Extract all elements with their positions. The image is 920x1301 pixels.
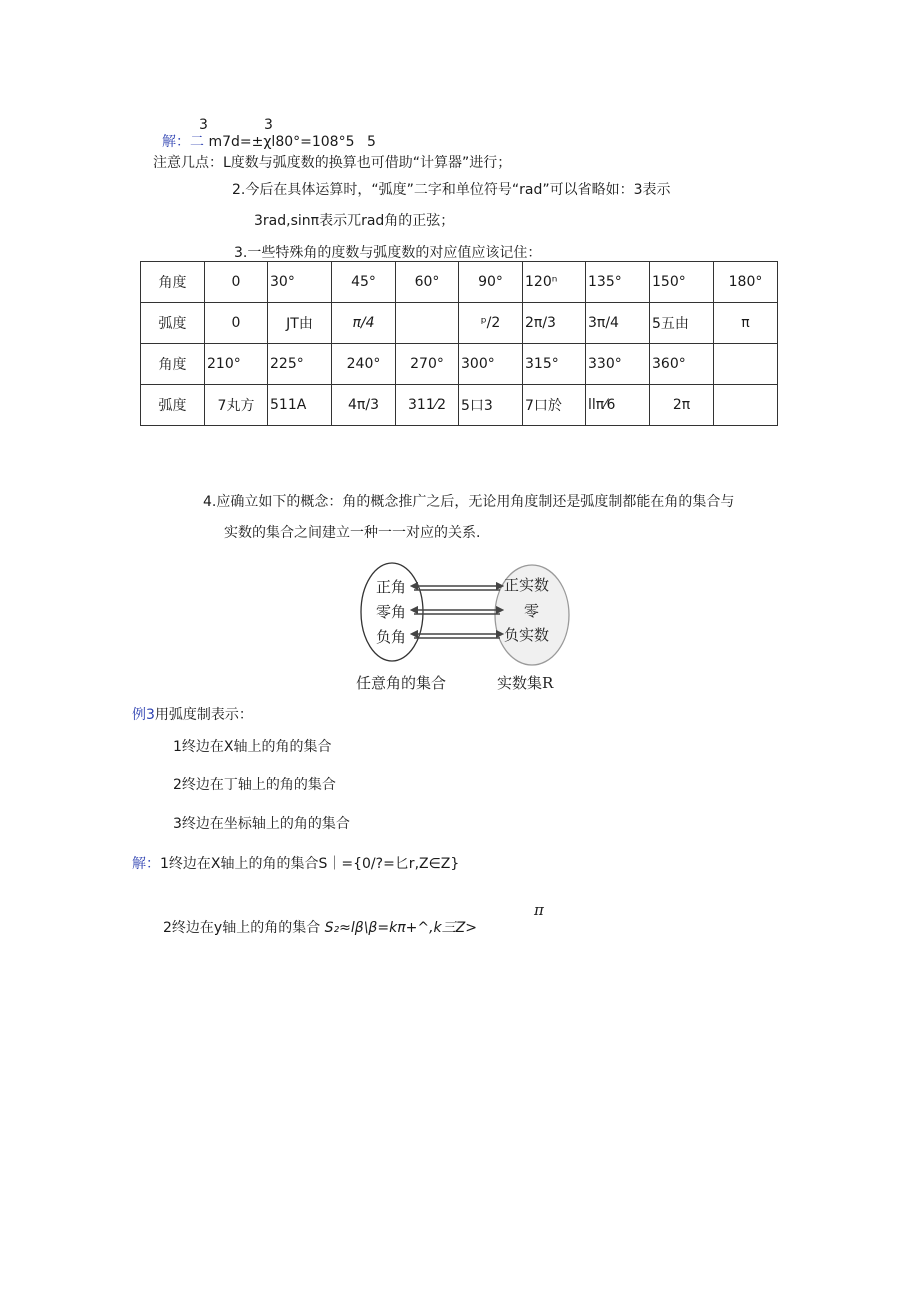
example-title: 用弧度制表示：: [154, 707, 253, 723]
right-item-positive: 正实数: [504, 576, 550, 594]
table-cell: 2π/3: [523, 303, 586, 344]
notes-heading: 注意几点：L度数与弧度数的换算也可借助“计算器”进行；: [153, 155, 512, 171]
table-cell: 311⁄2: [396, 385, 459, 426]
table-cell: 45°: [332, 262, 396, 303]
table-cell: 150°: [650, 262, 714, 303]
left-item-negative: 负角: [376, 628, 407, 646]
concept-line-2: 实数的集合之间建立一种一一对应的关系.: [224, 525, 481, 541]
fraction-numerator-1: 3: [199, 117, 208, 133]
solution-prefix: 二: [190, 134, 204, 150]
table-cell: JT由: [268, 303, 332, 344]
table-cell: 2π: [650, 385, 714, 426]
angle-radian-table: [140, 261, 778, 426]
table-cell: 0: [205, 303, 268, 344]
solution-tail: 5: [366, 134, 376, 150]
table-row: [141, 344, 778, 385]
table-cell: 角度: [141, 262, 205, 303]
table-cell: 角度: [141, 344, 205, 385]
table-cell: 4π/3: [332, 385, 396, 426]
table-cell: π/4: [332, 303, 396, 344]
example-label: 例3: [132, 707, 155, 723]
table-cell: 270°: [396, 344, 459, 385]
table-cell: 240°: [332, 344, 396, 385]
notes-item-2-line-1: 2.今后在具体运算时，“弧度”二字和单位符号“rad”可以省略如：3表示: [232, 182, 671, 198]
table-cell: 5口3: [459, 385, 523, 426]
example-item: 3终边在坐标轴上的角的集合: [173, 816, 350, 832]
left-caption: 任意角的集合: [356, 674, 447, 692]
table-cell: [714, 385, 778, 426]
solution-3-line-2: [163, 919, 477, 937]
solution-3-line-2-math: S₂≈lβ\β=kπ+^,k三Z>: [324, 920, 477, 936]
left-item-positive: 正角: [376, 578, 407, 596]
right-item-zero: 零: [524, 602, 540, 620]
table-cell: 30°: [268, 262, 332, 303]
solution-3-line-2-text: 2终边在y轴上的角的集合: [163, 920, 321, 936]
table-row: [141, 385, 778, 426]
table-cell: 0: [205, 262, 268, 303]
table-cell: 360°: [650, 344, 714, 385]
table-cell: 225°: [268, 344, 332, 385]
table-cell: 120ⁿ: [523, 262, 586, 303]
table-cell: [714, 344, 778, 385]
table-cell: 135°: [586, 262, 650, 303]
left-item-zero: 零角: [376, 603, 407, 621]
table-cell: π: [714, 303, 778, 344]
table-cell: llπ⁄6: [586, 385, 650, 426]
solution-line-1: [162, 133, 376, 151]
pi-superscript: π: [534, 901, 544, 919]
solution-label: 解：: [132, 856, 160, 872]
notes-item-2-line-2: 3rad,sinπ表示兀rad角的正弦；: [254, 213, 455, 229]
example-3-heading: [132, 706, 253, 724]
table-cell: 300°: [459, 344, 523, 385]
angle-real-correspondence-diagram: [352, 560, 582, 695]
notes-item-3: 3.一些特殊角的度数与弧度数的对应值应该记住：: [234, 245, 542, 261]
fraction-numerator-2: 3: [264, 117, 273, 133]
table-cell: ᵖ/2: [459, 303, 523, 344]
table-cell: 180°: [714, 262, 778, 303]
table-row: [141, 303, 778, 344]
table-cell: 315°: [523, 344, 586, 385]
solution-label: 解：: [162, 134, 190, 150]
table-cell: [396, 303, 459, 344]
concept-line-1: 4.应确立如下的概念：角的概念推广之后，无论用角度制还是弧度制都能在角的集合与: [203, 494, 735, 510]
table-cell: 60°: [396, 262, 459, 303]
right-item-negative: 负实数: [504, 626, 550, 644]
table-cell: 330°: [586, 344, 650, 385]
table-cell: 7丸方: [205, 385, 268, 426]
solution-3-line-1: [132, 855, 459, 873]
right-caption: 实数集R: [497, 674, 554, 692]
table-cell: 弧度: [141, 385, 205, 426]
table-row: [141, 262, 778, 303]
table-cell: 3π/4: [586, 303, 650, 344]
table-cell: 210°: [205, 344, 268, 385]
table-cell: 511A: [268, 385, 332, 426]
example-item: 1终边在X轴上的角的集合: [173, 739, 332, 755]
example-item: 2终边在丁轴上的角的集合: [173, 777, 336, 793]
solution-formula: m7d=±χl80°=108°5: [208, 134, 355, 150]
table-cell: 弧度: [141, 303, 205, 344]
table-cell: 90°: [459, 262, 523, 303]
table-cell: 5五由: [650, 303, 714, 344]
table-cell: 7口於: [523, 385, 586, 426]
solution-3-text: 1终边在X轴上的角的集合S｜={0/?=匕r,Z∈Z}: [160, 856, 460, 872]
